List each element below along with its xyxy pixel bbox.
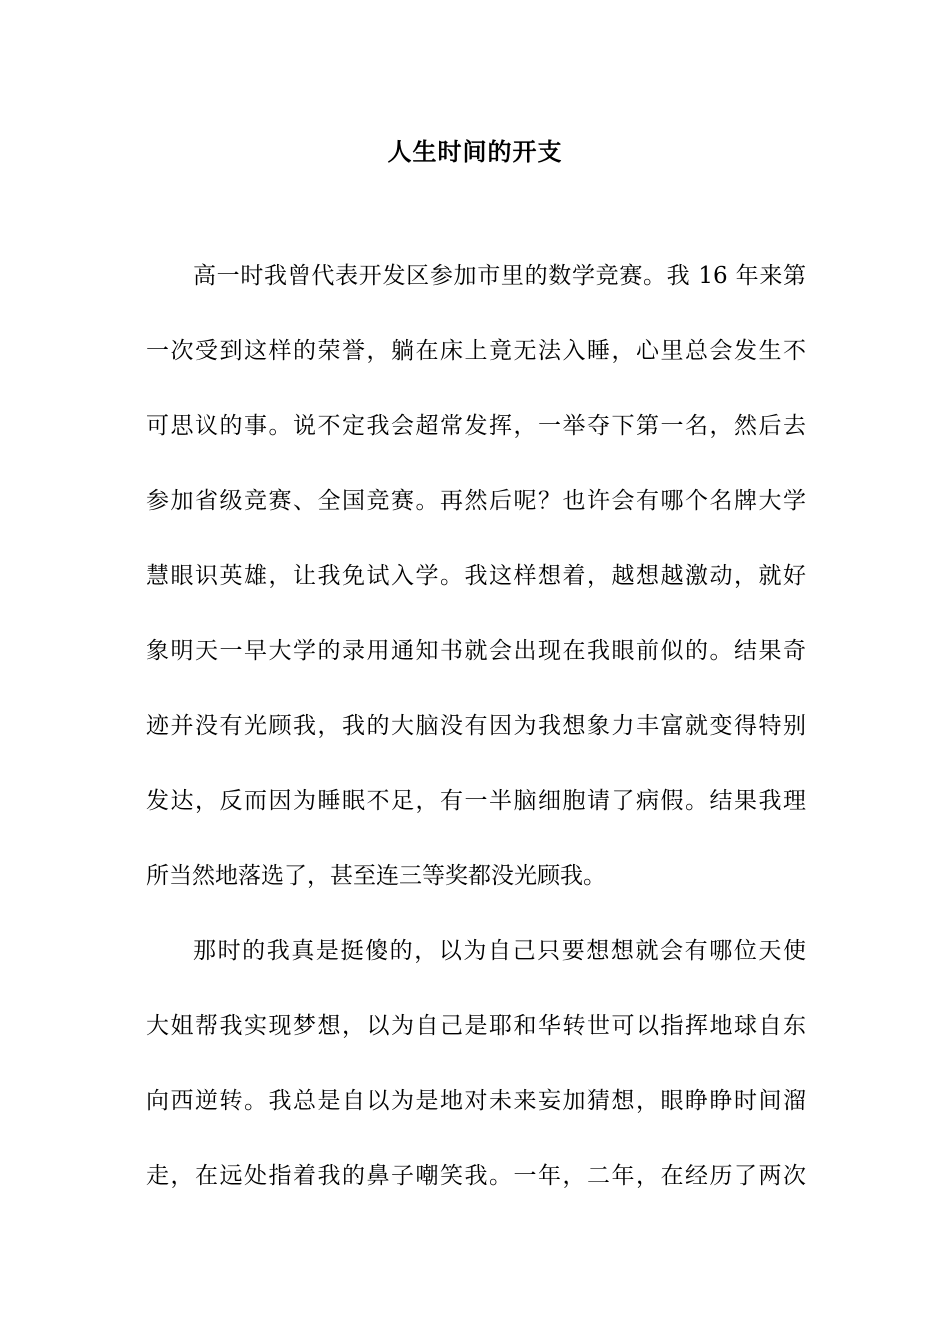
paragraph-line: 发达，反而因为睡眠不足，有一半脑细胞请了病假。结果我理	[146, 788, 806, 814]
paragraph-line: 参加省级竞赛、全国竞赛。再然后呢？也许会有哪个名牌大学	[146, 488, 806, 514]
paragraph-line: 慧眼识英雄，让我免试入学。我这样想着，越想越激动，就好	[146, 563, 806, 589]
paragraph-line: 象明天一早大学的录用通知书就会出现在我眼前似的。结果奇	[146, 638, 806, 664]
paragraph-line: 可思议的事。说不定我会超常发挥，一举夺下第一名，然后去	[146, 413, 806, 439]
paragraph-line: 高一时我曾代表开发区参加市里的数学竞赛。我 16 年来第	[193, 263, 806, 289]
paragraph-line: 向西逆转。我总是自以为是地对未来妄加猜想，眼睁睁时间溜	[146, 1088, 806, 1114]
paragraph-line: 所当然地落选了，甚至连三等奖都没光顾我。	[146, 863, 606, 889]
document-title: 人生时间的开支	[387, 137, 563, 166]
paragraph-line: 那时的我真是挺傻的，以为自己只要想想就会有哪位天使	[193, 938, 806, 964]
document-body	[146, 256, 806, 1231]
paragraph-line: 迹并没有光顾我，我的大脑没有因为我想象力丰富就变得特别	[146, 713, 806, 739]
paragraph-line: 一次受到这样的荣誉，躺在床上竟无法入睡，心里总会发生不	[146, 338, 806, 364]
paragraph-line: 大姐帮我实现梦想，以为自己是耶和华转世可以指挥地球自东	[146, 1013, 806, 1039]
paragraph-line: 走，在远处指着我的鼻子嘲笑我。一年，二年，在经历了两次	[146, 1163, 806, 1189]
